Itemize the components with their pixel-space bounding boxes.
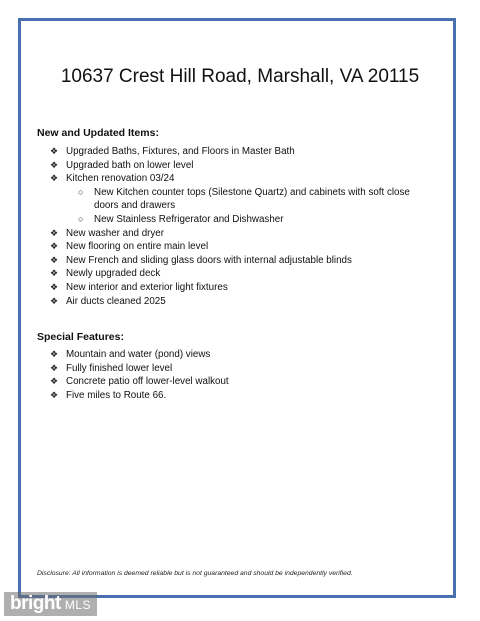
special-features-heading: Special Features:: [37, 331, 124, 343]
circle-bullet-icon: ○: [78, 186, 84, 197]
list-item: ❖ New interior and exterior light fixtures: [50, 281, 228, 293]
list-item: ❖ New French and sliding glass doors with internal adjustable blinds: [50, 254, 352, 266]
list-item: ❖ Air ducts cleaned 2025: [50, 295, 166, 307]
diamond-bullet-icon: ❖: [50, 281, 59, 292]
diamond-bullet-icon: ❖: [50, 146, 59, 156]
bright-mls-logo: [4, 592, 97, 616]
diamond-bullet-icon: ❖: [50, 173, 59, 184]
diamond-bullet-icon: ❖: [50, 349, 59, 359]
circle-bullet-icon: ○: [78, 213, 84, 224]
diamond-bullet-icon: ❖: [50, 376, 59, 387]
diamond-bullet-icon: ❖: [50, 295, 59, 306]
diamond-bullet-icon: ❖: [50, 268, 59, 279]
list-item: ❖ Fully finished lower level: [50, 362, 173, 374]
diamond-bullet-icon: ❖: [50, 241, 59, 252]
disclaimer-text: Disclosure: All information is deemed reliable but is not guaranteed and should be independently verified.: [37, 570, 353, 577]
diamond-bullet-icon: ❖: [50, 254, 59, 265]
list-item: ❖ New washer and dryer: [50, 227, 165, 239]
diamond-bullet-icon: ❖: [50, 362, 59, 373]
list-item: ❖ Upgraded Baths, Fixtures, and Floors in Master Bath: [50, 146, 295, 157]
kitchen-sub-list: [66, 186, 410, 227]
special-features-list: [50, 348, 410, 402]
list-item: ❖ Kitchen renovation 03/24 ○ New Kitchen counter tops (Silestone Quartz) and cabinets with soft close doors and drawers ○ New Stainless Refrigerator and Dishwasher: [50, 173, 410, 225]
list-item: ❖ Five miles to Route 66.: [50, 389, 167, 401]
diamond-bullet-icon: ❖: [50, 159, 59, 170]
list-item: ❖ Mountain and water (pond) views: [50, 349, 211, 360]
logo-suffix: MLS: [64, 598, 92, 612]
list-item: ❖ Concrete patio off lower-level walkout: [50, 376, 229, 388]
diamond-bullet-icon: ❖: [50, 227, 59, 238]
diamond-bullet-icon: ❖: [50, 389, 59, 400]
new-updated-list: [50, 145, 410, 308]
sub-list-item: ○ New Kitchen counter tops (Silestone Quartz) and cabinets with soft close doors and drawers: [78, 186, 410, 212]
logo-brand: bright: [10, 593, 61, 614]
sub-list-item: ○ New Stainless Refrigerator and Dishwasher: [78, 213, 284, 225]
list-item: ❖ New flooring on entire main level: [50, 241, 209, 253]
new-updated-heading: New and Updated Items:: [37, 127, 159, 139]
list-item: ❖ Newly upgraded deck: [50, 268, 161, 280]
document-title: 10637 Crest Hill Road, Marshall, VA 20115: [60, 66, 420, 87]
list-item: ❖ Upgraded bath on lower level: [50, 159, 194, 171]
